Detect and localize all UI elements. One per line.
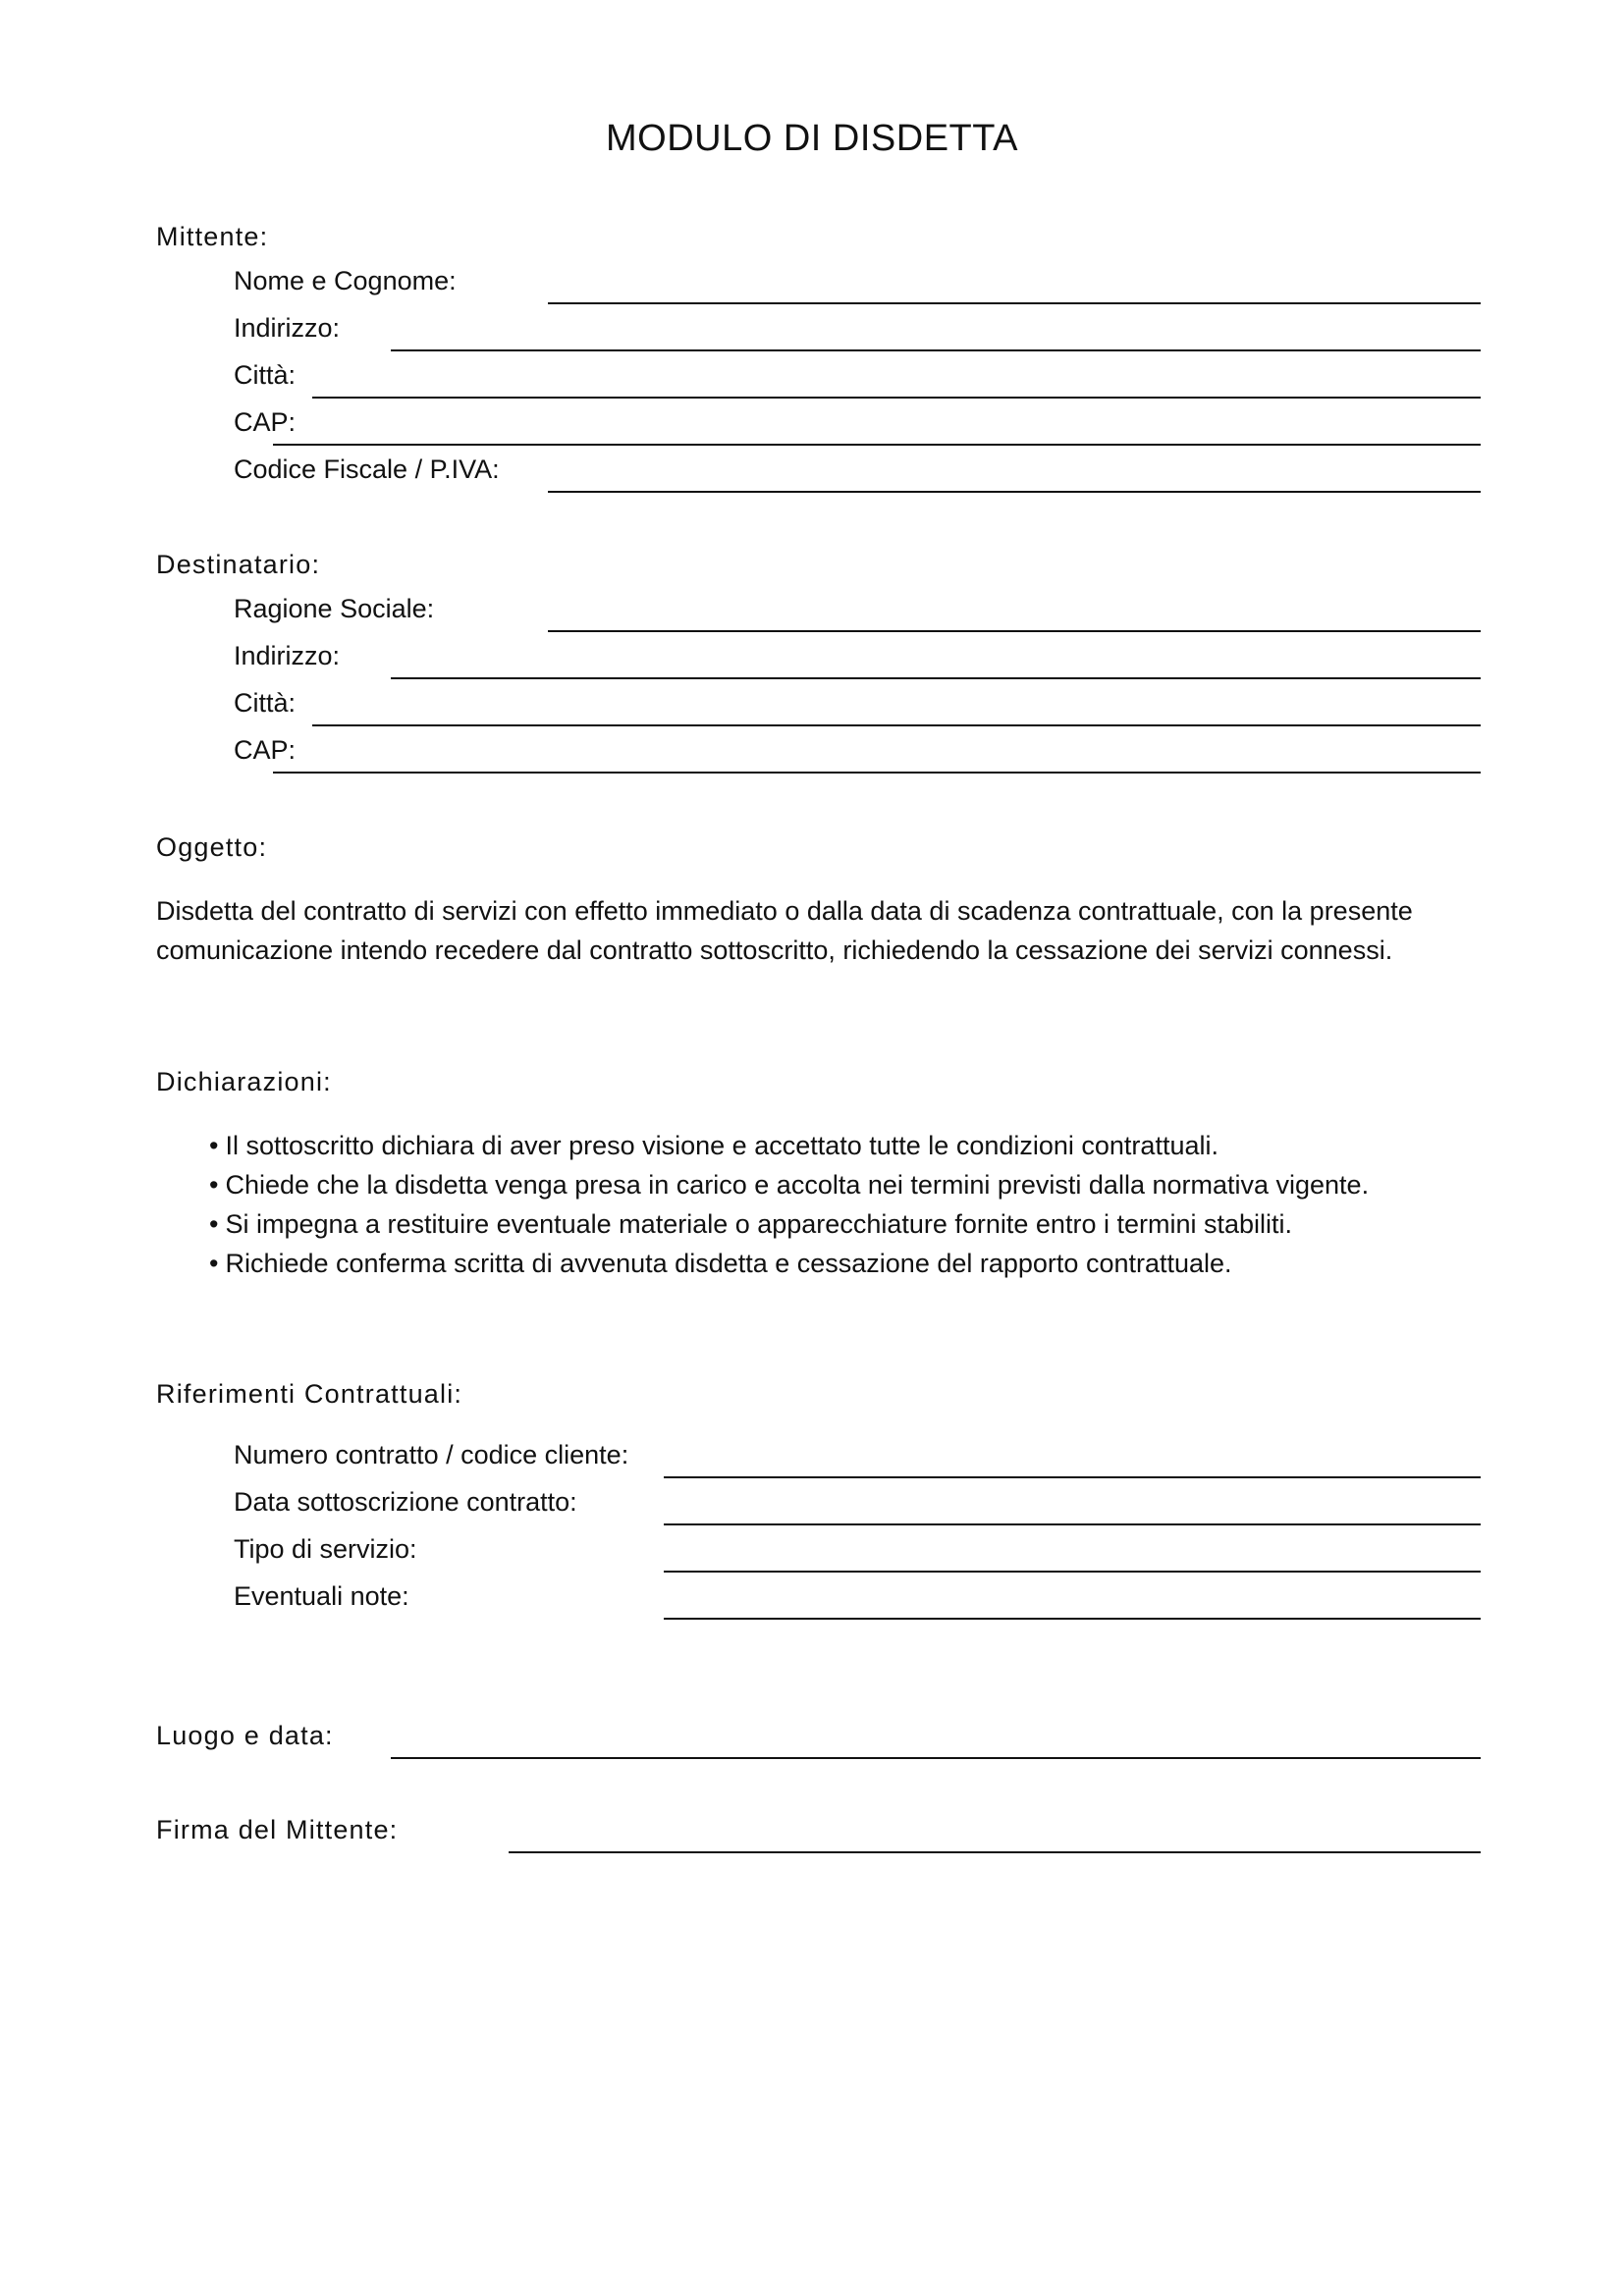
subject-text: Disdetta del contratto di servizi con effetto immediato o dalla data di scadenza contrattuale, con la presente comunicazione intendo recedere dal contratto sottoscritto, richiedendo la cessazione dei servizi connessi. [156, 896, 1413, 965]
sender-address-field [234, 312, 1481, 351]
declaration-item: • Richiede conferma scritta di avvenuta disdetta e cessazione del rapporto contrattuale. [209, 1244, 1486, 1283]
sender-tax-id-field [234, 454, 1481, 493]
notes-line[interactable] [664, 1618, 1481, 1620]
signature-label: Firma del Mittente: [156, 1815, 399, 1844]
contract-date-line[interactable] [664, 1523, 1481, 1525]
sender-name-label: Nome e Cognome: [234, 266, 457, 295]
sender-name-field [234, 265, 1481, 304]
recipient-city-label: Città: [234, 688, 297, 718]
sender-city-field [234, 359, 1481, 399]
contract-number-label: Numero contratto / codice cliente: [234, 1440, 629, 1469]
recipient-company-label: Ragione Sociale: [234, 594, 435, 623]
service-type-line[interactable] [664, 1571, 1481, 1573]
recipient-cap-line[interactable] [273, 772, 1481, 774]
sender-heading: Mittente: [156, 222, 269, 251]
recipient-address-line[interactable] [391, 677, 1481, 679]
recipient-cap-label: CAP: [234, 735, 297, 765]
sender-name-line[interactable] [548, 302, 1481, 304]
contract-date-label: Data sottoscrizione contratto: [234, 1487, 577, 1517]
recipient-heading: Destinatario: [156, 550, 321, 579]
recipient-company-field [234, 593, 1481, 632]
sender-cap-line[interactable] [273, 444, 1481, 446]
signature-field [156, 1814, 1481, 1853]
sender-city-label: Città: [234, 360, 297, 390]
service-type-label: Tipo di servizio: [234, 1534, 417, 1564]
sender-tax-id-label: Codice Fiscale / P.IVA: [234, 454, 500, 484]
recipient-city-line[interactable] [312, 724, 1481, 726]
sender-address-line[interactable] [391, 349, 1481, 351]
declarations-list [209, 1126, 1486, 1283]
contract-number-field [234, 1439, 1481, 1478]
subject-heading: Oggetto: [156, 832, 268, 862]
place-date-label: Luogo e data: [156, 1721, 334, 1750]
signature-line[interactable] [509, 1851, 1481, 1853]
place-date-field [156, 1720, 1481, 1759]
declaration-item: • Il sottoscritto dichiara di aver preso visione e accettato tutte le condizioni contrattuali. [209, 1126, 1486, 1165]
notes-field [234, 1580, 1481, 1620]
declaration-item: • Chiede che la disdetta venga presa in carico e accolta nei termini previsti dalla normativa vigente. [209, 1165, 1486, 1204]
document-title: MODULO DI DISDETTA [606, 118, 1018, 159]
contract-refs-heading: Riferimenti Contrattuali: [156, 1379, 463, 1409]
recipient-address-label: Indirizzo: [234, 641, 341, 670]
place-date-line[interactable] [391, 1757, 1481, 1759]
sender-cap-field [234, 406, 1481, 446]
service-type-field [234, 1533, 1481, 1573]
declarations-heading: Dichiarazioni: [156, 1067, 332, 1096]
contract-number-line[interactable] [664, 1476, 1481, 1478]
sender-cap-label: CAP: [234, 407, 297, 437]
sender-city-line[interactable] [312, 397, 1481, 399]
contract-date-field [234, 1486, 1481, 1525]
notes-label: Eventuali note: [234, 1581, 409, 1611]
sender-address-label: Indirizzo: [234, 313, 341, 343]
recipient-company-line[interactable] [548, 630, 1481, 632]
recipient-cap-field [234, 734, 1481, 774]
recipient-address-field [234, 640, 1481, 679]
recipient-city-field [234, 687, 1481, 726]
declaration-item: • Si impegna a restituire eventuale materiale o apparecchiature fornite entro i termini stabiliti. [209, 1204, 1486, 1244]
sender-tax-id-line[interactable] [548, 491, 1481, 493]
